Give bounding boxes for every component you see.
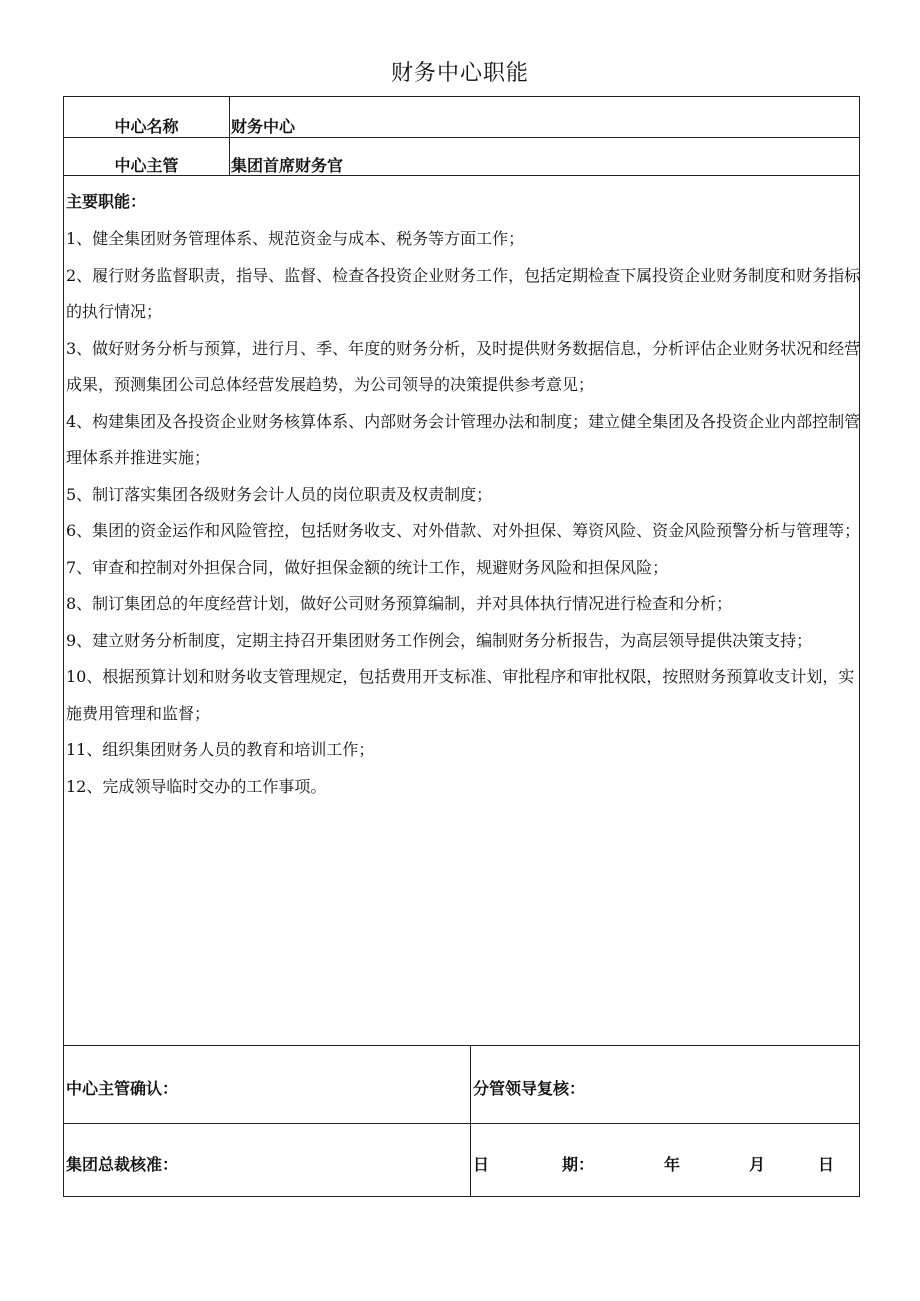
duty-item: 5、制订落实集团各级财务会计人员的岗位职责及权责制度；: [66, 484, 493, 504]
duty-item: 2、履行财务监督职责，指导、监督、检查各投资企业财务工作，包括定期检查下属投资企业财务制度和财务指标的执行情况；: [66, 265, 861, 321]
date-day: 日: [818, 1155, 835, 1174]
center-name-label: 中心名称: [114, 117, 179, 136]
leader-review-label: 分管领导复核：: [473, 1079, 586, 1098]
president-approve-label: 集团总裁核准：: [66, 1155, 179, 1174]
date-day-char: 日: [473, 1155, 490, 1174]
duty-item: 1、健全集团财务管理体系、规范资金与成本、税务等方面工作；: [66, 229, 525, 248]
signoff-mid-border: [64, 1123, 859, 1124]
duties-section: [66, 187, 861, 805]
duty-item: 8、制订集团总的年度经营计划，做好公司财务预算编制，并对具体执行情况进行检查和分析；: [66, 594, 733, 613]
center-head-row: [64, 138, 859, 176]
center-head-label: 中心主管: [114, 156, 179, 175]
center-name-value: 财务中心: [231, 117, 296, 136]
signoff-divider: [470, 1045, 471, 1197]
duties-heading: 主要职能：: [66, 192, 147, 211]
header-divider: [229, 97, 230, 176]
duty-item: 7、审查和控制对外担保合同，做好担保金额的统计工作，规避财务风险和担保风险；: [66, 557, 669, 577]
function-table: [63, 96, 860, 1197]
center-head-value: 集团首席财务官: [231, 156, 344, 175]
signoff-top-border: [64, 1045, 859, 1046]
duty-item: 11、组织集团财务人员的教育和培训工作；: [66, 740, 375, 759]
date-month: 月: [749, 1155, 766, 1174]
duty-item: 12、完成领导临时交办的工作事项。: [66, 776, 327, 796]
date-year: 年: [664, 1155, 681, 1174]
head-confirm-label: 中心主管确认：: [66, 1079, 179, 1098]
duty-item: 10、根据预算计划和财务收支管理规定，包括费用开支标准、审批程序和审批权限，按照财务预算收支计划，实施费用管理和监督；: [66, 667, 855, 723]
page-title: 财务中心职能: [390, 61, 529, 86]
date-label: 期：: [562, 1155, 595, 1174]
duty-item: 9、建立财务分析制度，定期主持召开集团财务工作例会，编制财务分析报告，为高层领导提供决策支持；: [66, 630, 813, 650]
duty-item: 6、集团的资金运作和风险管控，包括财务收支、对外借款、对外担保、筹资风险、资金风险预警分析与管理等；: [66, 521, 861, 540]
duty-item: 3、做好财务分析与预算，进行月、季、年度的财务分析，及时提供财务数据信息，分析评估企业财务状况和经营成果，预测集团公司总体经营发展趋势，为公司领导的决策提供参考意见；: [66, 338, 861, 394]
center-name-row: [64, 97, 859, 138]
duty-item: 4、构建集团及各投资企业财务核算体系、内部财务会计管理办法和制度；建立健全集团及各投资企业内部控制管理体系并推进实施；: [66, 411, 861, 467]
